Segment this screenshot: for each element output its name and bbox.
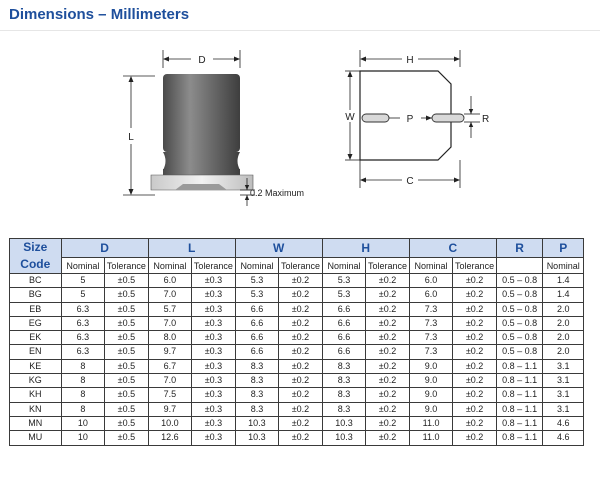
table-cell: ±0.2 bbox=[366, 359, 410, 373]
size-code-cell: BG bbox=[10, 288, 62, 302]
table-cell: 6.0 bbox=[409, 274, 453, 288]
table-cell: ±0.3 bbox=[192, 288, 236, 302]
table-row bbox=[10, 388, 584, 402]
table-cell: 7.3 bbox=[409, 345, 453, 359]
table-cell: ±0.3 bbox=[192, 331, 236, 345]
table-cell: ±0.2 bbox=[366, 416, 410, 430]
table-cell: 6.0 bbox=[148, 274, 192, 288]
table-cell: ±0.3 bbox=[192, 316, 236, 330]
table-cell: ±0.2 bbox=[366, 388, 410, 402]
d-arrow-left bbox=[163, 57, 169, 62]
table-cell: 8.3 bbox=[322, 402, 366, 416]
table-cell: ±0.2 bbox=[279, 388, 323, 402]
header-group-p: P bbox=[543, 239, 584, 258]
table-cell: ±0.2 bbox=[453, 359, 497, 373]
table-cell: 1.4 bbox=[543, 274, 584, 288]
table-cell: ±0.2 bbox=[453, 431, 497, 445]
size-code-cell: KE bbox=[10, 359, 62, 373]
terminal-left bbox=[362, 114, 389, 122]
table-cell: ±0.3 bbox=[192, 374, 236, 388]
table-cell: 8.3 bbox=[235, 359, 279, 373]
table-cell: ±0.2 bbox=[366, 316, 410, 330]
table-cell: ±0.2 bbox=[366, 431, 410, 445]
table-cell: 10 bbox=[61, 416, 105, 430]
table-cell: 4.6 bbox=[543, 431, 584, 445]
table-group-header-row bbox=[10, 239, 584, 258]
table-cell: 6.6 bbox=[322, 316, 366, 330]
subheader-cell-blank bbox=[496, 258, 543, 274]
table-cell: 5.3 bbox=[235, 274, 279, 288]
table-cell: 3.1 bbox=[543, 374, 584, 388]
table-cell: ±0.5 bbox=[105, 416, 149, 430]
label-r: R bbox=[482, 114, 490, 125]
table-cell: ±0.3 bbox=[192, 359, 236, 373]
table-cell: ±0.2 bbox=[366, 345, 410, 359]
table-cell: 10.3 bbox=[322, 431, 366, 445]
table-cell: 1.4 bbox=[543, 288, 584, 302]
table-cell: 7.0 bbox=[148, 288, 192, 302]
table-cell: ±0.3 bbox=[192, 416, 236, 430]
table-cell: 0.8 – 1.1 bbox=[496, 431, 543, 445]
table-cell: 0.5 – 0.8 bbox=[496, 316, 543, 330]
table-cell: ±0.2 bbox=[279, 316, 323, 330]
subheader-cell: Tolerance bbox=[192, 258, 236, 274]
table-cell: ±0.3 bbox=[192, 431, 236, 445]
table-cell: 9.0 bbox=[409, 388, 453, 402]
table-row bbox=[10, 416, 584, 430]
table-cell: ±0.5 bbox=[105, 402, 149, 416]
table-cell: ±0.5 bbox=[105, 316, 149, 330]
title-divider bbox=[0, 30, 600, 31]
table-cell: ±0.2 bbox=[453, 274, 497, 288]
table-cell: ±0.3 bbox=[192, 302, 236, 316]
table-cell: ±0.5 bbox=[105, 274, 149, 288]
table-cell: 6.6 bbox=[322, 345, 366, 359]
table-cell: 6.7 bbox=[148, 359, 192, 373]
table-cell: 8.3 bbox=[322, 374, 366, 388]
table-cell: 11.0 bbox=[409, 416, 453, 430]
subheader-cell: Nominal bbox=[409, 258, 453, 274]
table-cell: 9.7 bbox=[148, 402, 192, 416]
header-group-r: R bbox=[496, 239, 543, 258]
table-cell: ±0.2 bbox=[279, 431, 323, 445]
table-cell: 6.6 bbox=[235, 331, 279, 345]
table-cell: 3.1 bbox=[543, 402, 584, 416]
table-row bbox=[10, 374, 584, 388]
subheader-cell: Nominal bbox=[235, 258, 279, 274]
header-group-w: W bbox=[235, 239, 322, 258]
table-cell: 2.0 bbox=[543, 316, 584, 330]
table-cell: 3.1 bbox=[543, 388, 584, 402]
table-cell: ±0.2 bbox=[453, 345, 497, 359]
table-cell: 9.7 bbox=[148, 345, 192, 359]
table-cell: 2.0 bbox=[543, 302, 584, 316]
header-size-code: Size Code bbox=[10, 239, 62, 274]
table-cell: ±0.2 bbox=[279, 345, 323, 359]
size-code-cell: KG bbox=[10, 374, 62, 388]
table-cell: 9.0 bbox=[409, 402, 453, 416]
table-cell: ±0.2 bbox=[279, 359, 323, 373]
table-cell: 10.3 bbox=[235, 416, 279, 430]
table-cell: 0.5 – 0.8 bbox=[496, 288, 543, 302]
table-cell: 10.0 bbox=[148, 416, 192, 430]
table-cell: ±0.2 bbox=[279, 402, 323, 416]
subheader-cell: Tolerance bbox=[453, 258, 497, 274]
table-cell: 6.0 bbox=[409, 288, 453, 302]
table-row bbox=[10, 316, 584, 330]
table-cell: 7.3 bbox=[409, 316, 453, 330]
table-cell: 5.3 bbox=[235, 288, 279, 302]
table-cell: 12.6 bbox=[148, 431, 192, 445]
label-max: 0.2 Maximum bbox=[250, 188, 305, 198]
table-cell: 8 bbox=[61, 374, 105, 388]
size-code-cell: BC bbox=[10, 274, 62, 288]
table-cell: ±0.2 bbox=[279, 302, 323, 316]
table-cell: ±0.2 bbox=[453, 402, 497, 416]
table-cell: ±0.2 bbox=[453, 374, 497, 388]
label-d: D bbox=[198, 55, 206, 66]
size-code-cell: MN bbox=[10, 416, 62, 430]
table-cell: 7.3 bbox=[409, 302, 453, 316]
table-cell: ±0.2 bbox=[453, 316, 497, 330]
header-group-d: D bbox=[61, 239, 148, 258]
table-cell: ±0.2 bbox=[453, 302, 497, 316]
table-row bbox=[10, 331, 584, 345]
table-cell: 11.0 bbox=[409, 431, 453, 445]
table-cell: 0.8 – 1.1 bbox=[496, 416, 543, 430]
table-row bbox=[10, 431, 584, 445]
side-view-drawing bbox=[115, 40, 325, 210]
table-row bbox=[10, 402, 584, 416]
table-cell: ±0.5 bbox=[105, 345, 149, 359]
table-cell: 0.5 – 0.8 bbox=[496, 302, 543, 316]
top-view-drawing bbox=[340, 40, 500, 200]
subheader-cell: Tolerance bbox=[279, 258, 323, 274]
size-code-cell: EB bbox=[10, 302, 62, 316]
table-cell: ±0.2 bbox=[453, 416, 497, 430]
table-cell: ±0.2 bbox=[279, 274, 323, 288]
table-cell: 2.0 bbox=[543, 345, 584, 359]
table-cell: 0.8 – 1.1 bbox=[496, 402, 543, 416]
table-cell: ±0.2 bbox=[453, 388, 497, 402]
table-cell: 8 bbox=[61, 388, 105, 402]
table-cell: 5.3 bbox=[322, 274, 366, 288]
table-cell: 5.3 bbox=[322, 288, 366, 302]
table-cell: ±0.2 bbox=[366, 288, 410, 302]
table-cell: 4.6 bbox=[543, 416, 584, 430]
table-cell: ±0.3 bbox=[192, 345, 236, 359]
subheader-cell: Nominal bbox=[61, 258, 105, 274]
table-cell: 9.0 bbox=[409, 359, 453, 373]
table-row bbox=[10, 302, 584, 316]
table-cell: ±0.2 bbox=[453, 331, 497, 345]
table-cell: 8.3 bbox=[322, 388, 366, 402]
table-cell: ±0.5 bbox=[105, 374, 149, 388]
table-cell: 0.8 – 1.1 bbox=[496, 359, 543, 373]
table-cell: 5 bbox=[61, 288, 105, 302]
table-cell: 8.3 bbox=[235, 374, 279, 388]
table-cell: ±0.5 bbox=[105, 388, 149, 402]
table-cell: ±0.2 bbox=[366, 331, 410, 345]
size-code-cell: EN bbox=[10, 345, 62, 359]
subheader-cell: Tolerance bbox=[105, 258, 149, 274]
table-cell: ±0.3 bbox=[192, 402, 236, 416]
table-cell: 8.3 bbox=[235, 388, 279, 402]
label-c: C bbox=[406, 176, 414, 187]
table-cell: 7.3 bbox=[409, 331, 453, 345]
table-cell: 10 bbox=[61, 431, 105, 445]
size-code-cell: EG bbox=[10, 316, 62, 330]
header-group-l: L bbox=[148, 239, 235, 258]
table-cell: 8 bbox=[61, 402, 105, 416]
table-cell: 9.0 bbox=[409, 374, 453, 388]
subheader-cell: Nominal bbox=[543, 258, 584, 274]
capacitor-neck bbox=[163, 152, 240, 170]
table-cell: 6.3 bbox=[61, 345, 105, 359]
table-cell: 7.0 bbox=[148, 374, 192, 388]
d-arrow-right bbox=[234, 57, 240, 62]
size-code-cell: KH bbox=[10, 388, 62, 402]
page-title: Dimensions – Millimeters bbox=[9, 6, 190, 23]
label-h: H bbox=[406, 55, 414, 66]
table-cell: 10.3 bbox=[322, 416, 366, 430]
l-arrow-top bbox=[129, 76, 134, 82]
table-cell: 6.3 bbox=[61, 316, 105, 330]
subheader-cell: Nominal bbox=[322, 258, 366, 274]
table-cell: 0.5 – 0.8 bbox=[496, 331, 543, 345]
label-w: W bbox=[345, 112, 355, 123]
table-cell: 6.6 bbox=[322, 331, 366, 345]
table-cell: ±0.5 bbox=[105, 359, 149, 373]
table-cell: 8 bbox=[61, 359, 105, 373]
table-cell: 0.8 – 1.1 bbox=[496, 374, 543, 388]
subheader-cell: Nominal bbox=[148, 258, 192, 274]
table-cell: ±0.3 bbox=[192, 274, 236, 288]
table-cell: ±0.2 bbox=[279, 374, 323, 388]
size-code-cell: MU bbox=[10, 431, 62, 445]
table-cell: 7.5 bbox=[148, 388, 192, 402]
size-code-cell: EK bbox=[10, 331, 62, 345]
header-group-c: C bbox=[409, 239, 496, 258]
table-cell: ±0.2 bbox=[366, 302, 410, 316]
table-cell: 6.6 bbox=[235, 316, 279, 330]
table-cell: ±0.3 bbox=[192, 388, 236, 402]
table-cell: 0.8 – 1.1 bbox=[496, 388, 543, 402]
table-cell: 8.3 bbox=[235, 402, 279, 416]
table-cell: ±0.5 bbox=[105, 288, 149, 302]
table-cell: ±0.2 bbox=[279, 288, 323, 302]
table-cell: ±0.5 bbox=[105, 302, 149, 316]
table-cell: ±0.5 bbox=[105, 431, 149, 445]
table-cell: ±0.2 bbox=[453, 288, 497, 302]
table-cell: 6.3 bbox=[61, 302, 105, 316]
table-row bbox=[10, 359, 584, 373]
table-cell: 10.3 bbox=[235, 431, 279, 445]
table-cell: 2.0 bbox=[543, 331, 584, 345]
terminal-right bbox=[432, 114, 464, 122]
l-arrow-bottom bbox=[129, 189, 134, 195]
table-cell: 6.6 bbox=[235, 345, 279, 359]
table-cell: 5.7 bbox=[148, 302, 192, 316]
label-p: P bbox=[406, 114, 414, 125]
label-l: L bbox=[128, 132, 134, 143]
table-cell: ±0.5 bbox=[105, 331, 149, 345]
table-row bbox=[10, 345, 584, 359]
table-cell: 0.5 – 0.8 bbox=[496, 345, 543, 359]
table-cell: 3.1 bbox=[543, 359, 584, 373]
table-cell: 6.6 bbox=[235, 302, 279, 316]
table-cell: ±0.2 bbox=[279, 331, 323, 345]
table-row bbox=[10, 288, 584, 302]
table-cell: ±0.2 bbox=[366, 274, 410, 288]
table-subheader-row bbox=[10, 258, 584, 274]
table-cell: 7.0 bbox=[148, 316, 192, 330]
table-row bbox=[10, 274, 584, 288]
capacitor-can bbox=[163, 74, 240, 152]
table-cell: ±0.2 bbox=[366, 374, 410, 388]
table-cell: 6.6 bbox=[322, 302, 366, 316]
table-cell: 6.3 bbox=[61, 331, 105, 345]
table-cell: 8.3 bbox=[322, 359, 366, 373]
table-body bbox=[10, 274, 584, 446]
table-cell: ±0.2 bbox=[366, 402, 410, 416]
table-cell: ±0.2 bbox=[279, 416, 323, 430]
size-code-cell: KN bbox=[10, 402, 62, 416]
table-cell: 0.5 – 0.8 bbox=[496, 274, 543, 288]
subheader-cell: Tolerance bbox=[366, 258, 410, 274]
table-cell: 5 bbox=[61, 274, 105, 288]
dimensions-table bbox=[9, 238, 584, 446]
header-group-h: H bbox=[322, 239, 409, 258]
table-cell: 8.0 bbox=[148, 331, 192, 345]
